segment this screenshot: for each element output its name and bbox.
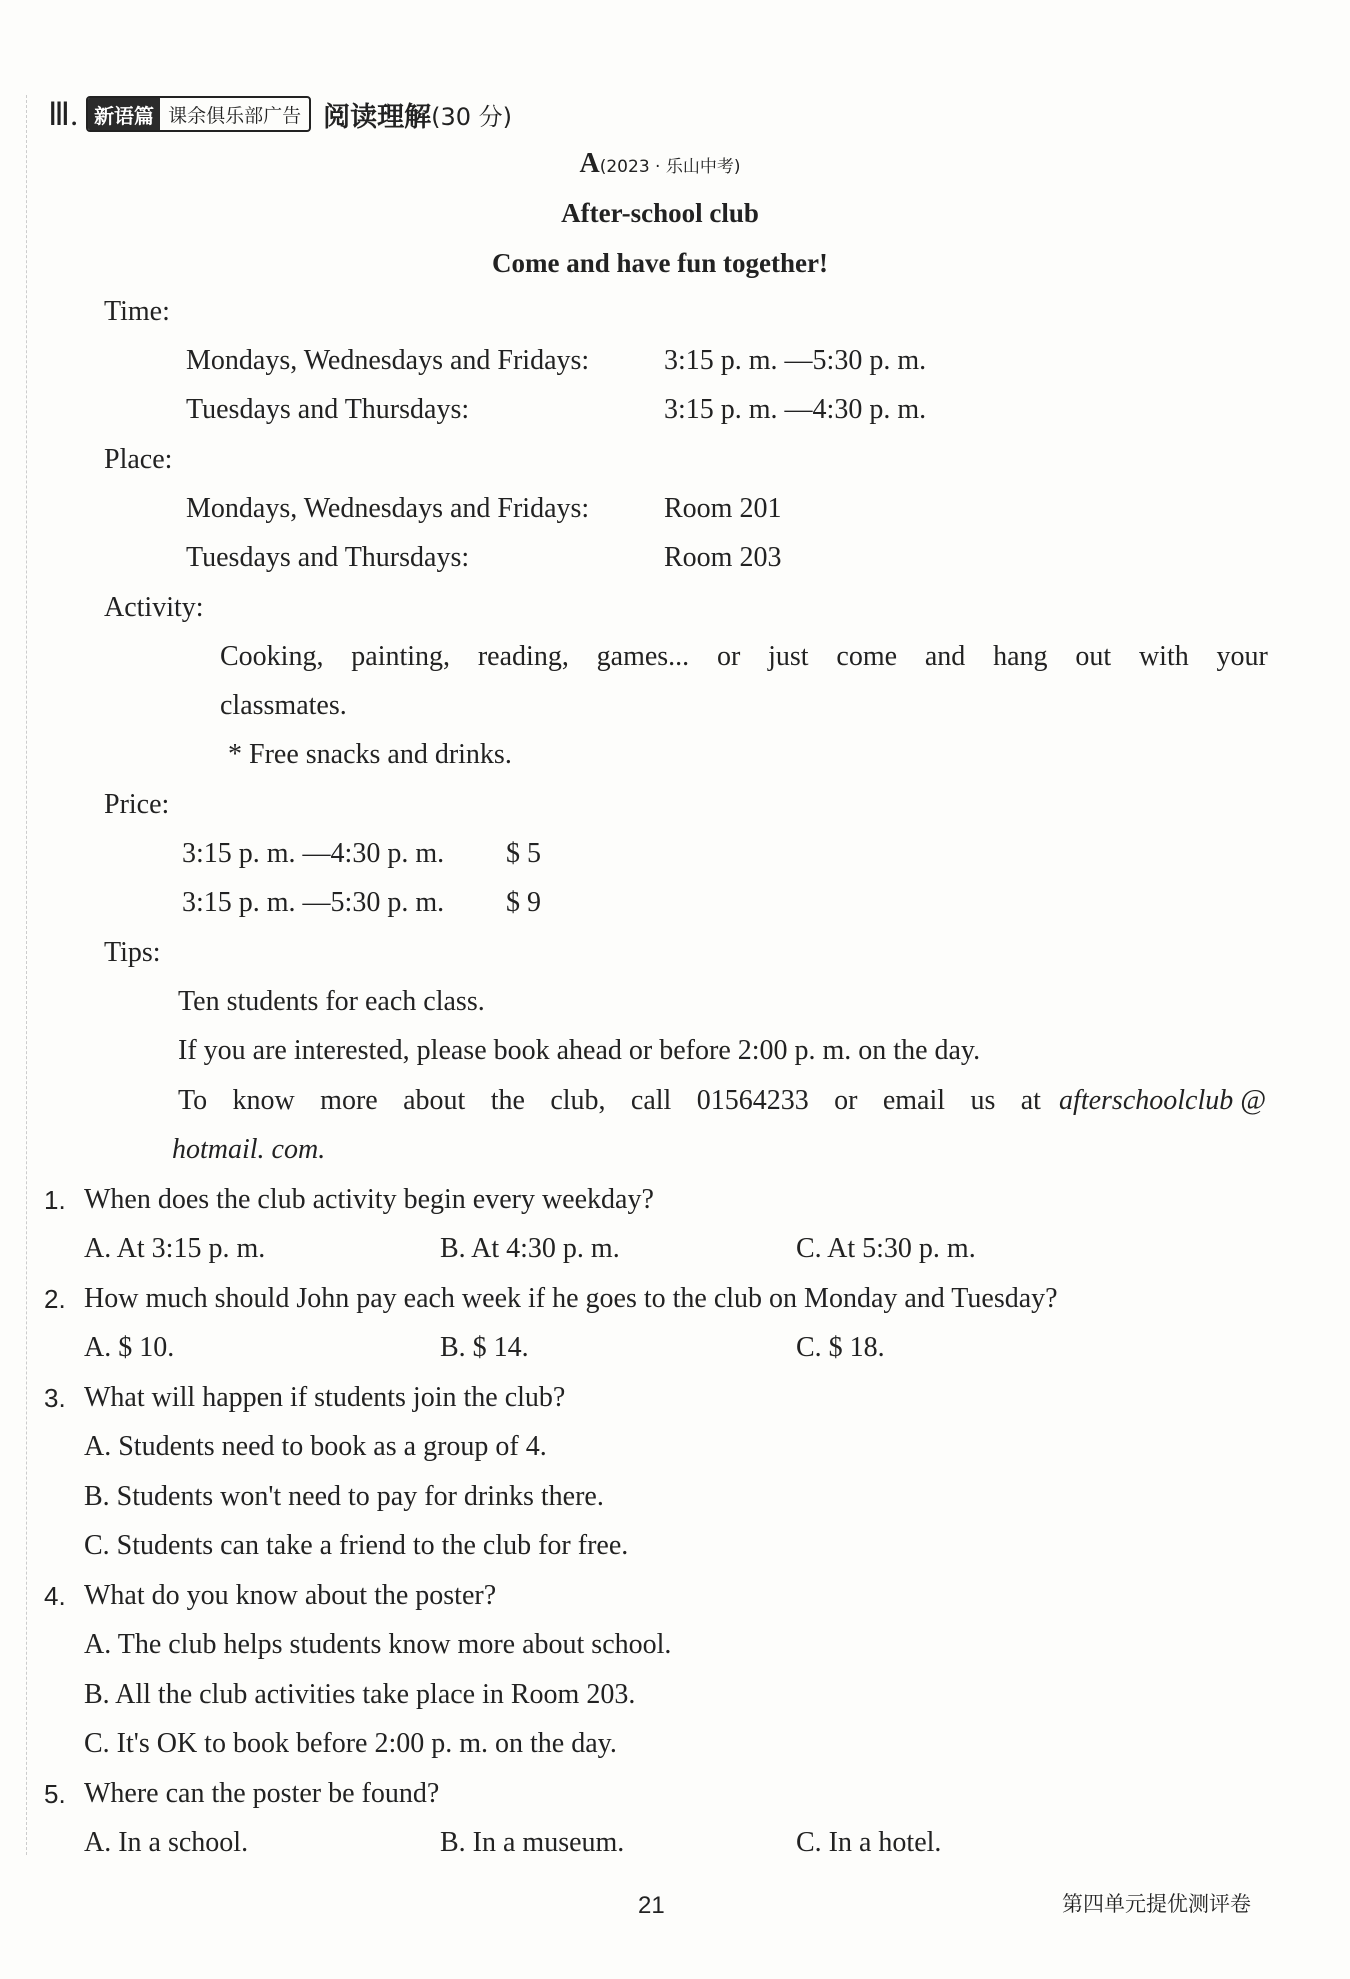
section-tag-dark: 新语篇 <box>88 98 160 130</box>
footer-title: 第四单元提优测评卷 <box>1062 1892 1251 1916</box>
option-a: A. $ 10. <box>84 1332 175 1363</box>
activity-word: just <box>768 641 809 672</box>
place-days-1: Mondays, Wednesdays and Fridays: <box>186 493 590 524</box>
tips-line-1: Ten students for each class. <box>178 986 485 1017</box>
option-b: B. Students won't need to pay for drinks there. <box>84 1481 604 1512</box>
binding-line <box>26 95 28 1855</box>
option-c: C. At 5:30 p. m. <box>796 1233 976 1264</box>
activity-line-1 <box>220 639 1268 675</box>
question-number: 4. <box>44 1581 66 1611</box>
tips-word: email <box>882 1085 946 1116</box>
time-days-2: Tuesdays and Thursdays: <box>186 394 470 425</box>
price-value-1: $ 5 <box>506 838 541 869</box>
tips-line-2: If you are interested, please book ahead or before 2:00 p. m. on the day. <box>178 1035 981 1066</box>
activity-word: reading, <box>477 641 569 672</box>
question-number: 3. <box>44 1383 66 1413</box>
activity-word: and <box>924 641 966 672</box>
section-tag-light: 课余俱乐部广告 <box>168 104 302 127</box>
passage-label: A <box>579 148 600 179</box>
email-address-part1: afterschoolclub @ <box>1059 1085 1266 1116</box>
option-a: A. At 3:15 p. m. <box>84 1233 266 1264</box>
tips-word: To <box>178 1085 208 1116</box>
option-b: B. In a museum. <box>440 1827 625 1858</box>
activity-word: Cooking, <box>220 641 324 672</box>
option-c: C. $ 18. <box>796 1332 885 1363</box>
tips-label: Tips: <box>104 937 161 968</box>
time-days-1: Mondays, Wednesdays and Fridays: <box>186 345 590 376</box>
section-score: (30 分) <box>431 102 512 131</box>
tips-word: call <box>630 1085 672 1116</box>
passage-subtitle: Come and have fun together! <box>492 248 828 278</box>
passage-source: (2023 · 乐山中考) <box>599 157 741 177</box>
tips-word: us <box>970 1085 996 1116</box>
passage-header <box>0 148 1320 180</box>
question-number: 2. <box>44 1284 66 1314</box>
tips-word: or <box>834 1085 858 1116</box>
option-b: B. All the club activities take place in Room 203. <box>84 1679 636 1710</box>
activity-word: come <box>836 641 898 672</box>
activity-word: games... <box>596 641 690 672</box>
time-value-1: 3:15 p. m. —5:30 p. m. <box>664 345 927 376</box>
price-value-2: $ 9 <box>506 887 541 918</box>
price-label: Price: <box>104 789 170 820</box>
tips-word: 01564233 <box>696 1085 809 1116</box>
tips-word: the <box>490 1085 525 1116</box>
place-days-2: Tuesdays and Thursdays: <box>186 542 470 573</box>
place-value-1: Room 201 <box>664 493 782 524</box>
time-label: Time: <box>104 296 170 327</box>
option-a: A. Students need to book as a group of 4. <box>84 1431 547 1462</box>
question-number: 1. <box>44 1185 66 1215</box>
place-value-2: Room 203 <box>664 542 782 573</box>
option-c: C. In a hotel. <box>796 1827 942 1858</box>
section-heading <box>48 94 512 134</box>
section-tag <box>86 96 311 132</box>
option-a: A. In a school. <box>84 1827 249 1858</box>
price-time-2: 3:15 p. m. —5:30 p. m. <box>182 887 445 918</box>
activity-word: hang <box>993 641 1048 672</box>
activity-word: painting, <box>351 641 451 672</box>
passage-title: After-school club <box>561 198 759 228</box>
activity-line-3: * Free snacks and drinks. <box>228 739 512 770</box>
time-value-2: 3:15 p. m. —4:30 p. m. <box>664 394 927 425</box>
question-text: Where can the poster be found? <box>84 1778 440 1809</box>
question-text: What do you know about the poster? <box>84 1580 497 1611</box>
activity-word: your <box>1216 641 1268 672</box>
activity-line-2: classmates. <box>220 690 347 721</box>
tips-line-3 <box>178 1083 1266 1119</box>
activity-word: or <box>716 641 741 672</box>
tips-word: about <box>403 1085 466 1116</box>
option-b: B. At 4:30 p. m. <box>440 1233 620 1264</box>
activity-word: with <box>1138 641 1189 672</box>
option-c: C. Students can take a friend to the club for free. <box>84 1530 629 1561</box>
activity-word: out <box>1075 641 1112 672</box>
price-time-1: 3:15 p. m. —4:30 p. m. <box>182 838 445 869</box>
option-b: B. $ 14. <box>440 1332 529 1363</box>
email-address-part2: hotmail. com. <box>172 1134 326 1165</box>
tips-word: at <box>1020 1085 1041 1116</box>
page-number: 21 <box>638 1892 665 1919</box>
tips-word: know <box>232 1085 295 1116</box>
place-label: Place: <box>104 444 173 475</box>
section-title: 阅读理解 <box>323 101 432 133</box>
tips-word: club, <box>550 1085 606 1116</box>
section-number: Ⅲ. <box>48 96 79 132</box>
question-text: When does the club activity begin every weekday? <box>84 1184 654 1215</box>
option-c: C. It's OK to book before 2:00 p. m. on the day. <box>84 1728 617 1759</box>
tips-word: more <box>320 1085 378 1116</box>
question-number: 5. <box>44 1779 66 1809</box>
option-a: A. The club helps students know more about school. <box>84 1629 672 1660</box>
activity-label: Activity: <box>104 592 204 623</box>
question-text: How much should John pay each week if he goes to the club on Monday and Tuesday? <box>84 1283 1058 1314</box>
question-text: What will happen if students join the club? <box>84 1382 566 1413</box>
